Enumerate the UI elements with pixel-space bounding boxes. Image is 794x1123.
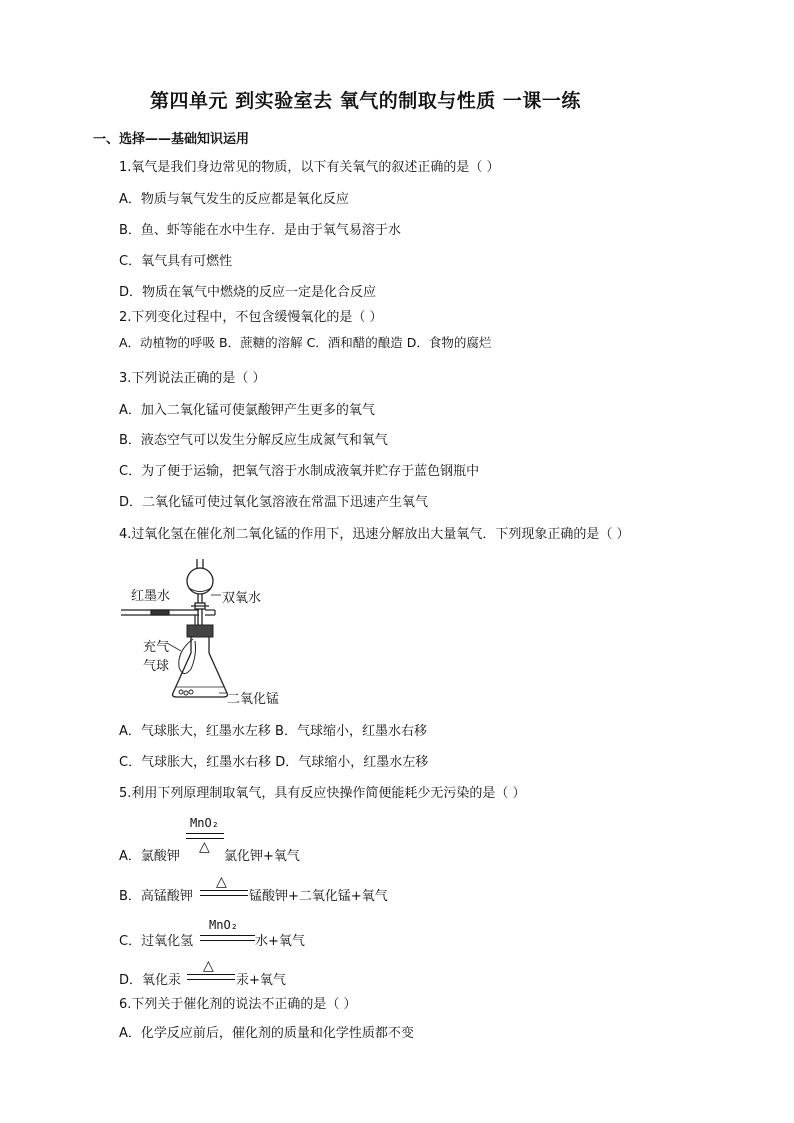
- q4-stem: 4.过氧化氢在催化剂二氧化锰的作用下，迅速分解放出大量氧气．下列现象正确的是（ ）: [119, 527, 630, 542]
- q5-b-products: 锰酸钾+二氧化锰+氧气: [249, 889, 388, 904]
- stopper: [187, 625, 213, 637]
- q2-stem: 2.下列变化过程中，不包含缓慢氧化的是（ ）: [119, 310, 383, 325]
- q3-stem: 3.下列说法正确的是（ ）: [119, 371, 266, 386]
- q3-option-a: A．加入二氧化锰可使氯酸钾产生更多的氧气: [119, 403, 375, 418]
- q5-a-catalyst: MnO₂: [190, 816, 219, 830]
- q5-c-equals-sign: [200, 935, 255, 941]
- q1-option-b: B．鱼、虾等能在水中生存．是由于氧气易溶于水: [119, 223, 401, 238]
- q5-a-reactant: A．氯酸钾: [119, 849, 180, 864]
- label-manganese-dioxide: 二氧化锰: [227, 692, 280, 707]
- q5-a-heat-symbol: △: [199, 839, 210, 855]
- q5-b-heat-symbol: △: [216, 874, 227, 890]
- q1-option-a: A．物质与氧气发生的反应都是氧化反应: [119, 192, 349, 207]
- q5-b-equals-sign: [200, 890, 248, 896]
- label-balloon-1: 充气: [143, 640, 170, 655]
- q1-option-c: C．氧气具有可燃性: [119, 254, 233, 269]
- q5-d-heat-symbol: △: [203, 958, 214, 974]
- q5-d-equals-sign: [187, 974, 235, 980]
- section-heading: 一、选择——基础知识运用: [93, 132, 250, 147]
- page-title: 第四单元 到实验室去 氧气的制取与性质 一课一练: [150, 90, 581, 112]
- q5-stem: 5.利用下列原理制取氧气，具有反应快操作简便能耗少无污染的是（ ）: [119, 786, 526, 801]
- q6-stem: 6.下列关于催化剂的说法不正确的是（ ）: [119, 997, 357, 1012]
- q5-c-products: 水+氧气: [255, 934, 305, 949]
- q5-c-reactant: C．过氧化氢: [119, 934, 194, 949]
- q6-option-a: A．化学反应前后，催化剂的质量和化学性质都不变: [119, 1026, 414, 1041]
- q5-d-products: 汞+氧气: [236, 973, 286, 988]
- label-hydrogen-peroxide: 双氧水: [222, 591, 262, 606]
- q3-option-d: D．二氧化锰可使过氧化氢溶液在常温下迅速产生氧气: [119, 495, 429, 510]
- apparatus-figure: [119, 555, 289, 705]
- q5-d-reactant: D．氧化汞: [119, 973, 182, 988]
- q3-option-b: B．液态空气可以发生分解反应生成氮气和氧气: [119, 433, 388, 448]
- q4-options-cd: C．气球胀大，红墨水右移 D．气球缩小，红墨水左移: [119, 755, 429, 770]
- q1-option-d: D．物质在氧气中燃烧的反应一定是化合反应: [119, 285, 377, 300]
- q3-option-c: C．为了便于运输，把氧气溶于水制成液氧并贮存于蓝色钢瓶中: [119, 464, 480, 479]
- label-red-ink: 红墨水: [131, 589, 171, 604]
- q2-options: A．动植物的呼吸 B．蔗糖的溶解 C．酒和醋的酿造 D．食物的腐烂: [119, 335, 492, 350]
- q5-c-catalyst: MnO₂: [209, 918, 238, 932]
- q5-a-products: 氯化钾+氧气: [224, 849, 300, 864]
- q5-b-reactant: B．高锰酸钾: [119, 889, 193, 904]
- q1-stem: 1.氧气是我们身边常见的物质，以下有关氧气的叙述正确的是（ ）: [119, 160, 500, 175]
- label-balloon-2: 气球: [143, 659, 170, 674]
- q4-options-ab: A．气球胀大，红墨水左移 B．气球缩小，红墨水右移: [119, 724, 427, 739]
